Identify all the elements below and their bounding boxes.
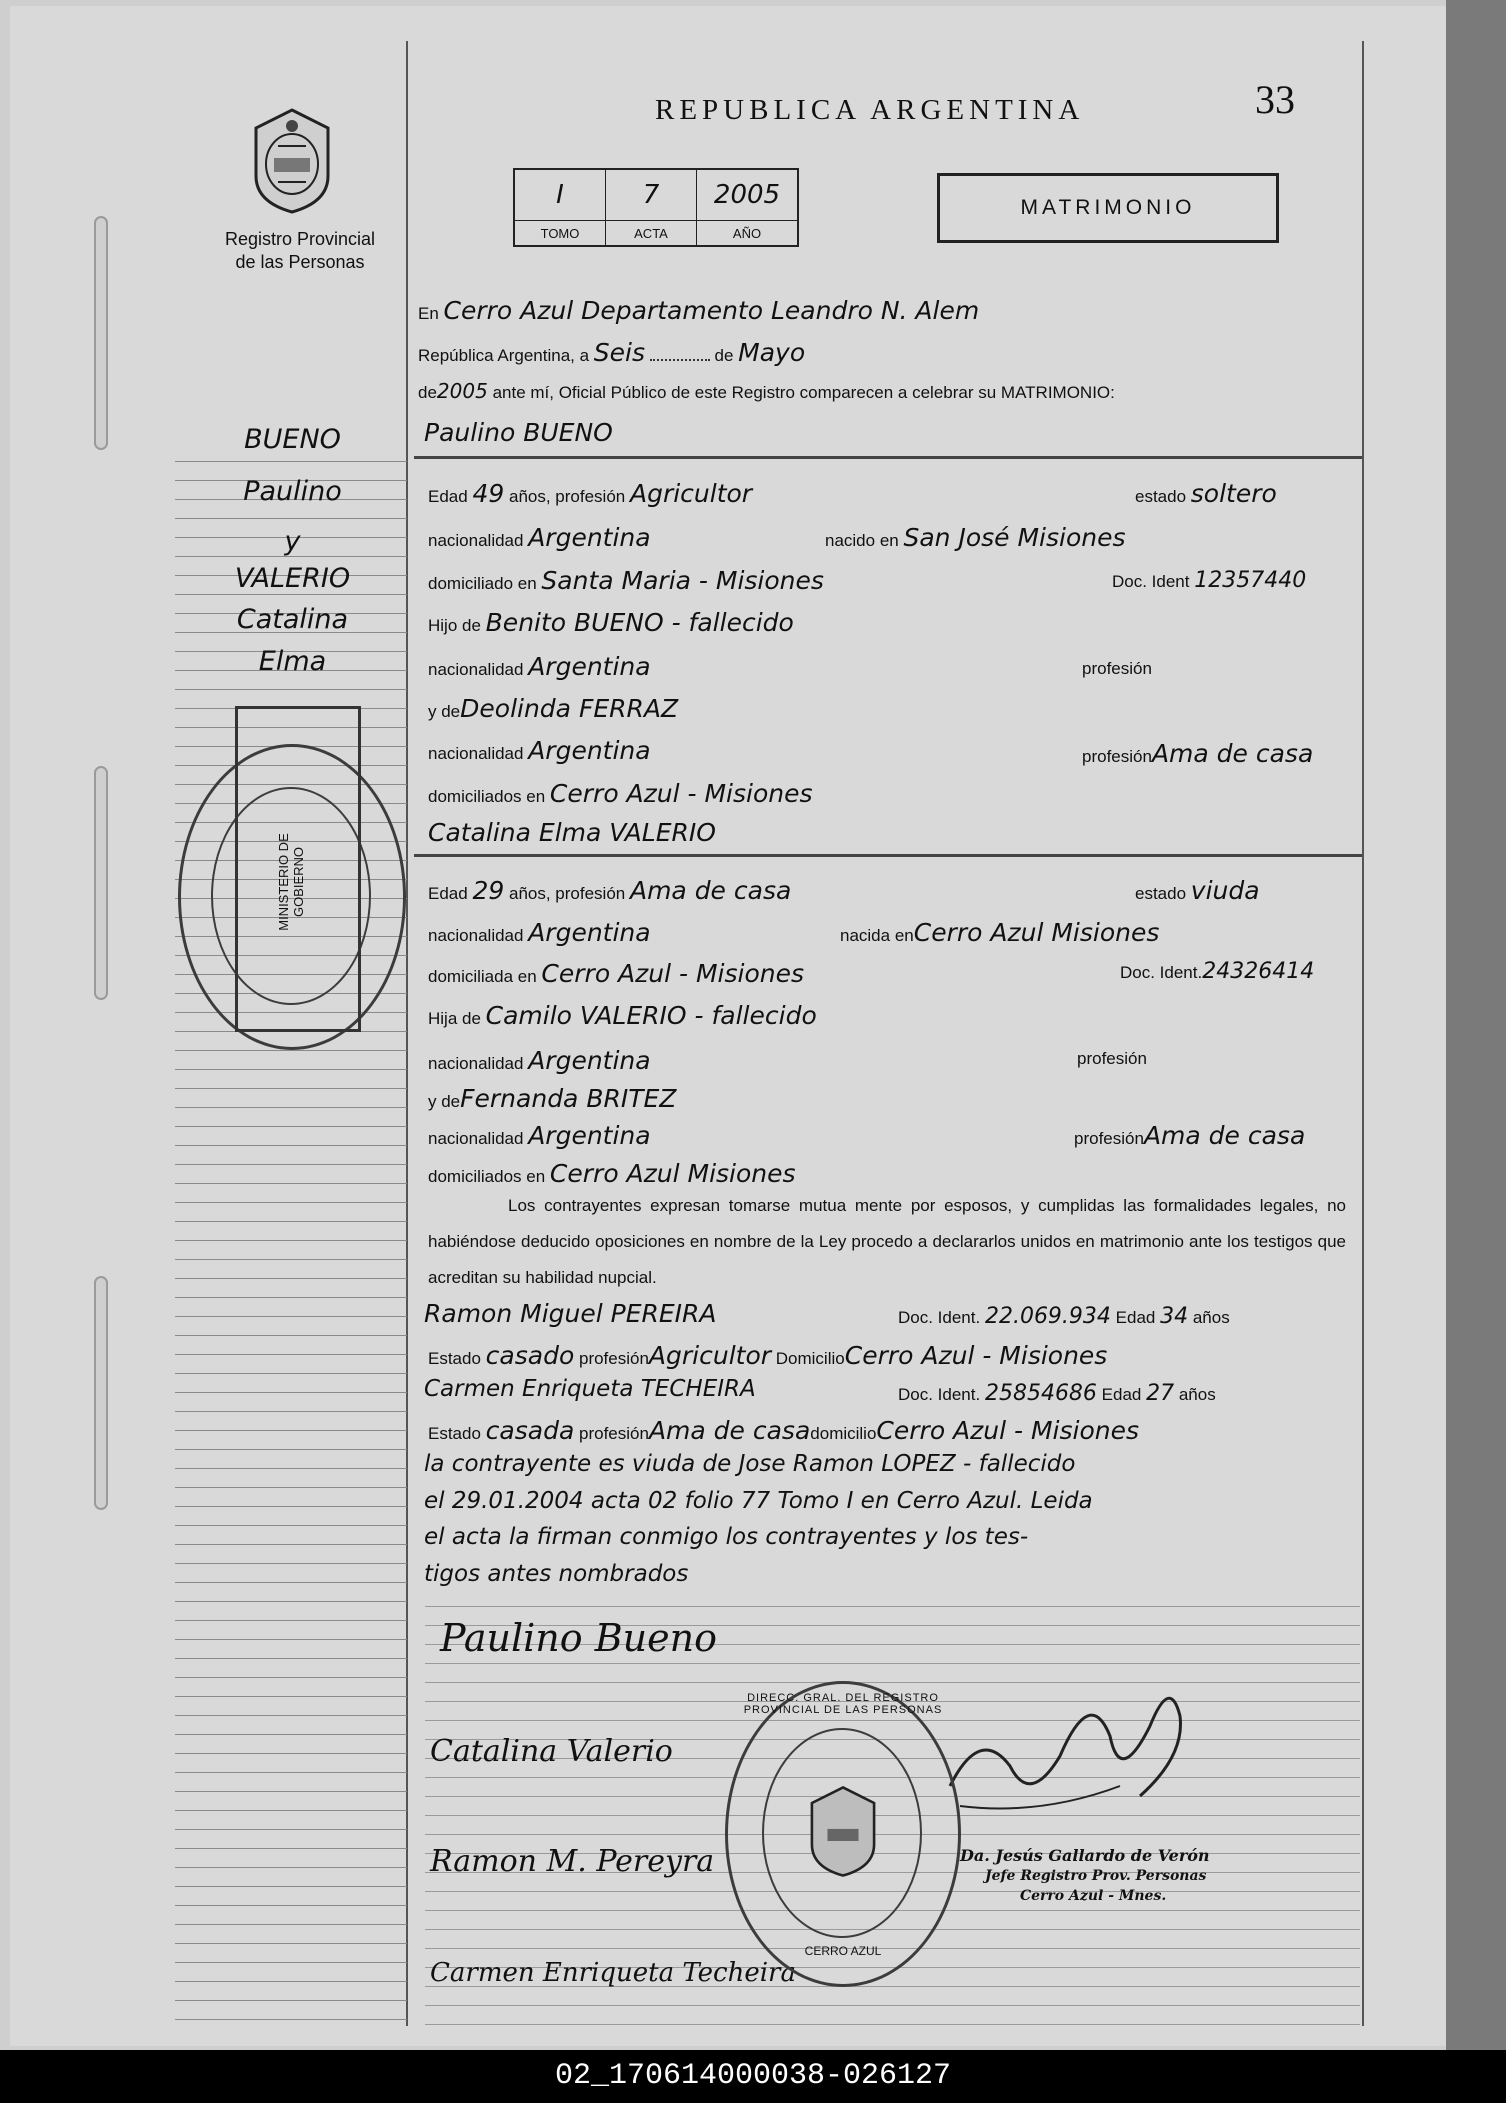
margin-ruled-line bbox=[175, 1924, 407, 1925]
ano-value: 2005 bbox=[697, 169, 799, 221]
coat-of-arms-icon bbox=[248, 106, 336, 216]
binding-hole bbox=[94, 766, 108, 1000]
groom-doc: 12357440 bbox=[1194, 568, 1307, 593]
registry-stamp: DIRECC. GRAL. DEL REGISTRO PROVINCIAL DE LAS PERSONAS CERRO AZUL bbox=[725, 1681, 961, 1987]
margin-ruled-line bbox=[175, 1069, 407, 1070]
official-signature-icon bbox=[940, 1666, 1200, 1836]
year-line bbox=[418, 379, 1115, 403]
margin-ruled-line bbox=[175, 1525, 407, 1526]
official-name: Da. Jesús Gallardo de Verón bbox=[960, 1846, 1210, 1865]
bride-mother-nat-line: nacionalidad Argentina bbox=[428, 1121, 651, 1150]
margin-ruled-line bbox=[175, 1468, 407, 1469]
note-line: el acta la firman conmigo los contrayentes y los tes- bbox=[424, 1524, 1029, 1550]
binding-hole bbox=[94, 1276, 108, 1510]
margin-name-bride: Catalina bbox=[236, 604, 349, 635]
margin-ruled-line bbox=[175, 594, 407, 595]
tomo-label: TOMO bbox=[514, 221, 606, 247]
margin-ruled-line bbox=[175, 1221, 407, 1222]
page-number: 33 bbox=[1255, 77, 1295, 122]
groom-mother-line: y deDeolinda FERRAZ bbox=[428, 694, 679, 723]
note-line: el 29.01.2004 acta 02 folio 77 Tomo I en Cerro Azul. Leida bbox=[424, 1488, 1093, 1514]
tomo-value: I bbox=[514, 169, 606, 221]
bride-marital: viuda bbox=[1190, 876, 1260, 905]
month-value: Mayo bbox=[738, 338, 806, 367]
margin-ruled-line bbox=[175, 1563, 407, 1564]
margin-ruled-line bbox=[175, 1753, 407, 1754]
margin-ruled-line bbox=[175, 1544, 407, 1545]
country-title: REPUBLICA ARGENTINA bbox=[655, 94, 1085, 126]
witness1-age: 34 bbox=[1160, 1304, 1189, 1329]
place-line bbox=[418, 296, 979, 325]
witness1-profession: Agricultor bbox=[648, 1341, 772, 1370]
margin-ruled-line bbox=[175, 1715, 407, 1716]
de-year-label: de bbox=[418, 383, 437, 402]
bride-mother-prof-line: profesiónAma de casa bbox=[1074, 1121, 1306, 1150]
groom-father-line: Hijo de Benito BUENO - fallecido bbox=[428, 608, 794, 637]
groom-parents-address-line: domiciliados en Cerro Azul - Misiones bbox=[428, 779, 813, 808]
intro-text: ante mí, Oficial Público de este Registro comparecen a celebrar su MATRIMONIO: bbox=[492, 383, 1115, 402]
margin-ruled-line bbox=[175, 1259, 407, 1260]
bride-mother: Fernanda BRITEZ bbox=[460, 1084, 677, 1113]
witness1-name: Ramon Miguel PEREIRA bbox=[424, 1299, 717, 1328]
registry-name bbox=[195, 228, 405, 274]
groom-father-prof-label: profesión bbox=[1082, 659, 1152, 678]
margin-ruled-line bbox=[175, 1601, 407, 1602]
margin-ruled-line bbox=[175, 1962, 407, 1963]
margin-ruled-line bbox=[175, 1126, 407, 1127]
bride-profession: Ama de casa bbox=[629, 876, 792, 905]
rectangular-stamp bbox=[235, 706, 361, 1032]
margin-ruled-line bbox=[175, 1316, 407, 1317]
margin-ruled-line bbox=[175, 1430, 407, 1431]
acta-value: 7 bbox=[606, 169, 697, 221]
bride-mother-profession: Ama de casa bbox=[1143, 1121, 1306, 1150]
margin-ruled-line bbox=[175, 1411, 407, 1412]
margin-ruled-line bbox=[175, 1449, 407, 1450]
republic-label: República Argentina, a bbox=[418, 346, 590, 365]
bride-birthplace: Cerro Azul Misiones bbox=[913, 918, 1160, 947]
groom-father-nationality: Argentina bbox=[528, 652, 651, 681]
bride-birthplace-line: nacida enCerro Azul Misiones bbox=[840, 918, 1160, 947]
bride-parents-address: Cerro Azul Misiones bbox=[549, 1159, 796, 1188]
signature-bride: Catalina Valerio bbox=[430, 1734, 673, 1769]
coat-of-arms-icon bbox=[803, 1784, 883, 1879]
margin-ruled-line bbox=[175, 1943, 407, 1944]
groom-father-nat-line: nacionalidad Argentina bbox=[428, 652, 651, 681]
groom-age: 49 bbox=[472, 479, 505, 508]
margin-name-groom: Paulino bbox=[243, 476, 342, 507]
margin-ruled-line bbox=[175, 1810, 407, 1811]
margin-ruled-line bbox=[175, 461, 407, 462]
signature-witness1: Ramon M. Pereyra bbox=[430, 1844, 715, 1879]
groom-nationality-line: nacionalidad Argentina bbox=[428, 523, 651, 552]
groom-nationality: Argentina bbox=[528, 523, 651, 552]
margin-ruled-line bbox=[175, 1373, 407, 1374]
margin-ruled-line bbox=[175, 1582, 407, 1583]
bride-parents-address-line: domiciliados en Cerro Azul Misiones bbox=[428, 1159, 796, 1188]
margin-ruled-line bbox=[175, 1202, 407, 1203]
witness2-marital: casada bbox=[485, 1416, 575, 1445]
groom-father: Benito BUENO - fallecido bbox=[485, 608, 794, 637]
signature-ruled-line bbox=[425, 2024, 1360, 2025]
margin-ruled-line bbox=[175, 2019, 407, 2020]
groom-doc-line: Doc. Ident 12357440 bbox=[1112, 568, 1307, 593]
margin-ruled-line bbox=[175, 1620, 407, 1621]
margin-ruled-line bbox=[175, 1240, 407, 1241]
signature-ruled-line bbox=[425, 1606, 1360, 1607]
margin-ruled-line bbox=[175, 689, 407, 690]
official-location: Cerro Azul - Mnes. bbox=[1020, 1888, 1167, 1904]
margin-ruled-line bbox=[175, 1335, 407, 1336]
bride-age: 29 bbox=[472, 876, 505, 905]
bride-name: Catalina Elma VALERIO bbox=[428, 818, 716, 847]
right-rule bbox=[1362, 41, 1364, 2026]
official-title: Jefe Registro Prov. Personas bbox=[985, 1868, 1207, 1884]
groom-mother-nationality: Argentina bbox=[528, 736, 651, 765]
groom-age-line: Edad 49 años, profesión Agricultor bbox=[428, 479, 753, 508]
witness1-doc-line: Doc. Ident. 22.069.934 Edad 34 años bbox=[898, 1304, 1230, 1329]
groom-birthplace: San José Misiones bbox=[903, 523, 1126, 552]
registry-line-1: Registro Provincial bbox=[224, 229, 376, 249]
bride-doc: 24326414 bbox=[1202, 959, 1315, 984]
margin-ruled-line bbox=[175, 1677, 407, 1678]
margin-and: y bbox=[284, 526, 301, 557]
bride-father-prof-label: profesión bbox=[1077, 1049, 1147, 1068]
witness1-address: Cerro Azul - Misiones bbox=[844, 1341, 1108, 1370]
declaration-text: Los contrayentes expresan tomarse mutua mente por esposos, y cumplidas las formalidades legales, no habiéndose deducido oposiciones en nombre de la Ley procedo a declararlos unidos en matrimonio ante los testigos que acreditan su habilidad nupcial. bbox=[428, 1196, 1346, 1287]
margin-ruled-line bbox=[175, 1658, 407, 1659]
margin-ruled-line bbox=[175, 1772, 407, 1773]
margin-ruled-line bbox=[175, 1981, 407, 1982]
groom-name: Paulino BUENO bbox=[424, 418, 613, 447]
signature-groom: Paulino Bueno bbox=[440, 1616, 717, 1660]
witness1-marital: casado bbox=[485, 1341, 575, 1370]
witness2-address: Cerro Azul - Misiones bbox=[876, 1416, 1140, 1445]
margin-ruled-line bbox=[175, 1145, 407, 1146]
signature-ruled-line bbox=[425, 1663, 1360, 1664]
margin-ruled-line bbox=[175, 1088, 407, 1089]
de-label: de bbox=[714, 346, 734, 365]
groom-address-line: domiciliado en Santa Maria - Misiones bbox=[428, 566, 824, 595]
bride-address: Cerro Azul - Misiones bbox=[541, 959, 805, 988]
ano-label: AÑO bbox=[697, 221, 799, 247]
signature-ruled-line bbox=[425, 2005, 1360, 2006]
image-id-footer: 02_170614000038-026127 bbox=[0, 2050, 1506, 2103]
margin-ruled-line bbox=[175, 1297, 407, 1298]
signature-ruled-line bbox=[425, 1682, 1360, 1683]
groom-profession: Agricultor bbox=[629, 479, 753, 508]
groom-mother-profession: Ama de casa bbox=[1151, 739, 1314, 768]
year-value: 2005 bbox=[436, 379, 488, 403]
witness2-doc-line: Doc. Ident. 25854686 Edad 27 años bbox=[898, 1381, 1216, 1406]
margin-ruled-line bbox=[175, 1164, 407, 1165]
witness1-status-line: Estado casado profesiónAgricultor DomicilioCerro Azul - Misiones bbox=[428, 1341, 1108, 1370]
section-divider bbox=[414, 456, 1362, 459]
bride-father: Camilo VALERIO - fallecido bbox=[485, 1001, 817, 1030]
document-sheet bbox=[10, 6, 1452, 2046]
margin-ruled-line bbox=[175, 1886, 407, 1887]
groom-parents-address: Cerro Azul - Misiones bbox=[549, 779, 813, 808]
record-table bbox=[513, 168, 799, 247]
margin-ruled-line bbox=[175, 1791, 407, 1792]
bride-nationality: Argentina bbox=[528, 918, 651, 947]
witness2-age: 27 bbox=[1146, 1381, 1175, 1406]
registry-line-2: de las Personas bbox=[235, 252, 365, 272]
bride-mother-nationality: Argentina bbox=[528, 1121, 651, 1150]
bride-father-nat-line: nacionalidad Argentina bbox=[428, 1046, 651, 1075]
margin-ruled-line bbox=[175, 1392, 407, 1393]
margin-ruled-line bbox=[175, 1278, 407, 1279]
date-line bbox=[418, 338, 805, 367]
witness2-name: Carmen Enriqueta TECHEIRA bbox=[424, 1376, 756, 1402]
groom-mother-prof-line: profesiónAma de casa bbox=[1082, 739, 1314, 768]
margin-ruled-line bbox=[175, 1354, 407, 1355]
margin-name-bride-2: Elma bbox=[258, 646, 327, 677]
groom-marital-line: estado soltero bbox=[1135, 479, 1277, 508]
bride-marital-line: estado viuda bbox=[1135, 876, 1260, 905]
section-divider bbox=[414, 854, 1362, 857]
note-line: la contrayente es viuda de Jose Ramon LOPEZ - fallecido bbox=[424, 1451, 1076, 1477]
en-label: En bbox=[418, 304, 439, 323]
witness2-status-line: Estado casada profesiónAma de casadomicilioCerro Azul - Misiones bbox=[428, 1416, 1140, 1445]
margin-ruled-line bbox=[175, 1905, 407, 1906]
margin-ruled-line bbox=[175, 1487, 407, 1488]
margin-ruled-line bbox=[175, 518, 407, 519]
groom-mother-nat-line: nacionalidad Argentina bbox=[428, 736, 651, 765]
registry-stamp: MINISTERIO DE GOBIERNO bbox=[178, 744, 406, 1050]
witness1-doc: 22.069.934 bbox=[984, 1304, 1111, 1329]
margin-ruled-line bbox=[175, 1867, 407, 1868]
groom-mother: Deolinda FERRAZ bbox=[460, 694, 679, 723]
margin-ruled-line bbox=[175, 1050, 407, 1051]
margin-rule bbox=[406, 41, 408, 2026]
margin-ruled-line bbox=[175, 1639, 407, 1640]
bride-father-line: Hija de Camilo VALERIO - fallecido bbox=[428, 1001, 817, 1030]
margin-ruled-line bbox=[175, 1107, 407, 1108]
bride-father-nationality: Argentina bbox=[528, 1046, 651, 1075]
bride-age-line: Edad 29 años, profesión Ama de casa bbox=[428, 876, 792, 905]
margin-ruled-line bbox=[175, 1829, 407, 1830]
place-value: Cerro Azul Departamento Leandro N. Alem bbox=[443, 296, 980, 325]
margin-ruled-line bbox=[175, 1734, 407, 1735]
margin-ruled-line bbox=[175, 1848, 407, 1849]
bride-nationality-line: nacionalidad Argentina bbox=[428, 918, 651, 947]
bride-doc-line: Doc. Ident.24326414 bbox=[1120, 959, 1315, 984]
margin-surname-bride: VALERIO bbox=[234, 563, 351, 594]
bride-mother-line: y deFernanda BRITEZ bbox=[428, 1084, 677, 1113]
groom-marital: soltero bbox=[1190, 479, 1277, 508]
binding-hole bbox=[94, 216, 108, 450]
signature-witness2: Carmen Enriqueta Techeira bbox=[430, 1958, 796, 1988]
acta-label: ACTA bbox=[606, 221, 697, 247]
witness2-doc: 25854686 bbox=[984, 1381, 1097, 1406]
act-type-box: MATRIMONIO bbox=[937, 173, 1279, 243]
day-value: Seis bbox=[593, 338, 646, 367]
groom-address: Santa Maria - Misiones bbox=[541, 566, 824, 595]
note-line: tigos antes nombrados bbox=[424, 1561, 689, 1587]
groom-birthplace-line: nacido en San José Misiones bbox=[825, 523, 1126, 552]
margin-ruled-line bbox=[175, 1506, 407, 1507]
margin-ruled-line bbox=[175, 1183, 407, 1184]
margin-ruled-line bbox=[175, 1696, 407, 1697]
witness2-profession: Ama de casa bbox=[648, 1416, 811, 1445]
bride-address-line: domiciliada en Cerro Azul - Misiones bbox=[428, 959, 805, 988]
scan-edge bbox=[1446, 0, 1506, 2050]
margin-ruled-line bbox=[175, 2000, 407, 2001]
margin-surname-groom: BUENO bbox=[244, 424, 341, 455]
